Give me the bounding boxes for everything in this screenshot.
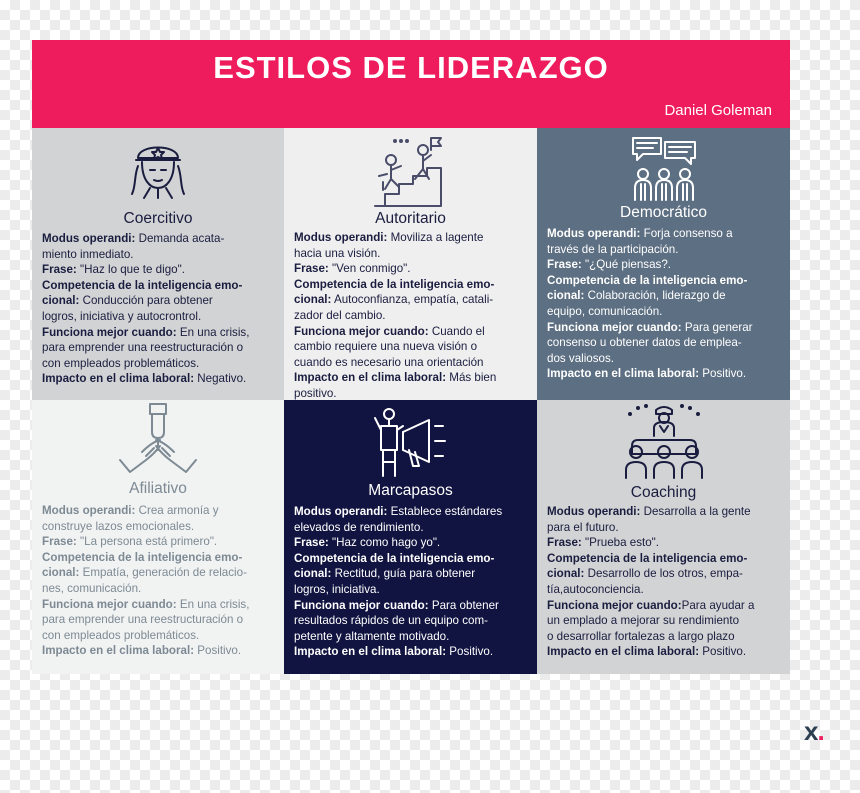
field-value: miento inmediato. xyxy=(42,247,134,261)
field-label: Funciona mejor cuando: xyxy=(547,320,682,334)
field-value: con empleados problemáticos. xyxy=(42,356,200,370)
field-label: Funciona mejor cuando: xyxy=(42,597,177,611)
style-name: Democrático xyxy=(620,204,707,221)
field-value: través de la participación. xyxy=(547,242,679,256)
field-label: cional: xyxy=(547,567,585,581)
description-line xyxy=(294,246,529,262)
field-value: Para generar xyxy=(681,320,753,334)
field-label: Frase: xyxy=(547,536,582,550)
logo-dot: . xyxy=(817,716,824,746)
field-value: Forja consenso a xyxy=(640,227,733,240)
description-line xyxy=(294,277,529,293)
description-line xyxy=(294,386,529,400)
description-line xyxy=(547,644,782,660)
field-value: para el futuro. xyxy=(547,520,619,534)
field-value: positivo. xyxy=(294,386,337,400)
description-line xyxy=(294,582,529,598)
field-label: Modus operandi: xyxy=(42,504,136,517)
description-line xyxy=(294,613,529,629)
leadership-styles-infographic xyxy=(32,40,790,674)
description-line xyxy=(547,629,782,645)
style-description xyxy=(294,230,529,400)
style-card-coaching xyxy=(537,400,790,674)
field-value: o desarrollar fortalezas a largo plazo xyxy=(547,629,735,643)
field-label: Frase: xyxy=(294,536,329,550)
field-label: Competencia de la inteligencia emo- xyxy=(294,551,495,565)
description-line xyxy=(547,582,782,598)
description-line xyxy=(42,325,276,341)
field-value: "La persona está primero". xyxy=(76,535,218,549)
field-value: cambio requiere una nueva visión o xyxy=(294,340,478,354)
field-label: Competencia de la inteligencia emo- xyxy=(42,278,243,292)
field-value: para emprender una reestructuración o xyxy=(42,613,244,627)
field-value: dos valiosos. xyxy=(547,351,615,365)
field-label: Competencia de la inteligencia emo- xyxy=(42,550,243,564)
field-label: Impacto en el clima laboral: xyxy=(42,644,195,658)
field-label: cional: xyxy=(294,567,332,581)
description-line xyxy=(294,644,529,660)
field-label: Competencia de la inteligencia emo- xyxy=(547,273,748,287)
field-value: zador del cambio. xyxy=(294,308,386,322)
field-label: Modus operandi: xyxy=(42,232,136,245)
field-label: cional: xyxy=(294,293,332,307)
field-value: Moviliza a lagente xyxy=(387,231,484,244)
logo-letter: x xyxy=(804,716,818,746)
field-value: cuando es necesario una orientación xyxy=(294,355,484,369)
description-line xyxy=(42,231,276,247)
field-value: construye lazos emocionales. xyxy=(42,519,195,533)
description-line xyxy=(42,519,276,535)
climbing-leader-icon xyxy=(371,136,451,208)
field-value: con empleados problemáticos. xyxy=(42,628,200,642)
style-description xyxy=(42,503,276,659)
field-value: En una crisis, xyxy=(176,325,250,339)
description-line xyxy=(294,598,529,614)
field-value: nes, comunicación. xyxy=(42,581,142,595)
field-value: Desarrolla a la gente xyxy=(640,505,751,518)
description-line xyxy=(42,534,276,550)
field-value: "¿Qué piensas?. xyxy=(581,258,671,272)
field-label: Frase: xyxy=(294,262,329,276)
description-line xyxy=(42,247,276,263)
style-description xyxy=(547,226,782,382)
field-value: Desarrollo de los otros, empa- xyxy=(584,567,743,581)
description-line xyxy=(42,612,276,628)
field-value: Autoconfianza, empatía, catali- xyxy=(331,293,494,307)
field-label: Funciona mejor cuando: xyxy=(547,598,682,612)
field-value: Establece estándares xyxy=(387,505,503,518)
style-name: Marcapasos xyxy=(368,482,453,499)
field-value: resultados rápidos de un equipo com- xyxy=(294,614,488,628)
joined-hands-icon xyxy=(116,402,200,476)
description-line xyxy=(42,643,276,659)
description-line xyxy=(547,320,782,336)
description-line xyxy=(294,535,529,551)
field-value: Negativo. xyxy=(194,372,247,386)
field-value: petente y altamente motivado. xyxy=(294,629,450,643)
description-line xyxy=(42,550,276,566)
group-discussion-icon xyxy=(629,134,699,204)
title-banner xyxy=(32,40,790,128)
description-line xyxy=(547,273,782,289)
description-line xyxy=(42,262,276,278)
style-description xyxy=(547,504,782,660)
field-value: Crea armonía y xyxy=(135,504,219,517)
field-label: Competencia de la inteligencia emo- xyxy=(547,551,748,565)
style-card-autoritario xyxy=(284,128,537,400)
field-label: Frase: xyxy=(42,263,77,277)
description-line xyxy=(294,370,529,386)
style-card-marcapasos xyxy=(284,400,537,674)
soldier-icon xyxy=(128,136,188,200)
field-value: logros, iniciativa y autocrontrol. xyxy=(42,309,202,323)
field-value: Colaboración, liderazgo de xyxy=(584,289,726,303)
brand-logo xyxy=(804,716,824,747)
description-line xyxy=(294,261,529,277)
field-value: Positivo. xyxy=(194,644,242,658)
field-value: Demanda acata- xyxy=(135,232,225,245)
field-label: Modus operandi: xyxy=(547,505,641,518)
description-line xyxy=(294,566,529,582)
field-value: Para obtener xyxy=(428,598,499,612)
field-value: elevados de rendimiento. xyxy=(294,520,424,534)
field-value: un emplado a mejorar su rendimiento xyxy=(547,614,740,628)
description-line xyxy=(547,566,782,582)
field-value: Rectitud, guía para obtener xyxy=(331,567,476,581)
description-line xyxy=(547,288,782,304)
description-line xyxy=(294,339,529,355)
field-value: "Prueba esto". xyxy=(581,536,660,550)
field-value: para emprender una reestructuración o xyxy=(42,341,244,355)
style-name: Autoritario xyxy=(375,210,446,227)
field-label: cional: xyxy=(42,294,80,308)
field-value: tía,autoconciencia. xyxy=(547,582,644,596)
description-line xyxy=(547,351,782,367)
description-line xyxy=(42,503,276,519)
description-line xyxy=(42,597,276,613)
description-line xyxy=(547,242,782,258)
field-label: Frase: xyxy=(42,535,77,549)
field-value: En una crisis, xyxy=(176,597,250,611)
field-label: Modus operandi: xyxy=(547,227,641,240)
field-value: Positivo. xyxy=(699,367,747,381)
field-label: cional: xyxy=(42,566,80,580)
megaphone-leader-icon xyxy=(371,406,451,480)
field-label: Modus operandi: xyxy=(294,505,388,518)
description-line xyxy=(294,230,529,246)
field-label: Impacto en el clima laboral: xyxy=(547,367,700,381)
field-value: equipo, comunicación. xyxy=(547,304,663,318)
description-line xyxy=(42,356,276,372)
coach-team-icon xyxy=(624,404,704,480)
description-line xyxy=(547,504,782,520)
style-card-democratico xyxy=(537,128,790,400)
description-line xyxy=(547,520,782,536)
style-name: Afiliativo xyxy=(129,480,187,497)
author-credit: Daniel Goleman xyxy=(664,102,772,119)
description-line xyxy=(547,335,782,351)
field-value: "Haz lo que te digo". xyxy=(76,263,185,277)
description-line xyxy=(42,340,276,356)
description-line xyxy=(42,278,276,294)
description-line xyxy=(42,293,276,309)
description-line xyxy=(547,613,782,629)
field-label: Impacto en el clima laboral: xyxy=(547,645,700,659)
field-value: hacia una visión. xyxy=(294,246,381,260)
style-name: Coercitivo xyxy=(123,210,193,227)
field-value: Positivo. xyxy=(446,645,494,659)
description-line xyxy=(42,309,276,325)
description-line xyxy=(547,598,782,614)
field-value: Para ayudar a xyxy=(681,598,755,612)
page-title: ESTILOS DE LIDERAZGO xyxy=(213,50,609,85)
style-name: Coaching xyxy=(630,484,697,501)
field-label: cional: xyxy=(547,289,585,303)
description-line xyxy=(547,551,782,567)
style-card-afiliativo xyxy=(32,400,284,674)
description-line xyxy=(547,366,782,382)
field-value: Cuando el xyxy=(428,324,485,338)
field-label: Impacto en el clima laboral: xyxy=(294,645,447,659)
description-line xyxy=(547,226,782,242)
style-card-coercitivo xyxy=(32,128,284,400)
field-value: logros, iniciativa. xyxy=(294,582,380,596)
style-description xyxy=(42,231,276,387)
description-line xyxy=(42,565,276,581)
field-label: Frase: xyxy=(547,258,582,272)
description-line xyxy=(547,304,782,320)
style-description xyxy=(294,504,529,660)
description-line xyxy=(294,629,529,645)
description-line xyxy=(294,292,529,308)
description-line xyxy=(42,371,276,387)
field-label: Funciona mejor cuando: xyxy=(42,325,177,339)
field-value: "Ven conmigo". xyxy=(328,262,411,276)
field-value: Más bien xyxy=(446,371,497,385)
description-line xyxy=(294,308,529,324)
field-label: Funciona mejor cuando: xyxy=(294,598,429,612)
field-value: Empatía, generación de relacio- xyxy=(79,566,247,580)
description-line xyxy=(294,551,529,567)
field-label: Impacto en el clima laboral: xyxy=(42,372,195,386)
description-line xyxy=(294,355,529,371)
field-value: Positivo. xyxy=(699,645,747,659)
field-value: Conducción para obtener xyxy=(79,294,213,308)
description-line xyxy=(547,257,782,273)
field-value: consenso u obtener datos de emplea- xyxy=(547,336,742,350)
description-line xyxy=(42,581,276,597)
description-line xyxy=(294,504,529,520)
description-line xyxy=(547,535,782,551)
field-label: Funciona mejor cuando: xyxy=(294,324,429,338)
field-label: Impacto en el clima laboral: xyxy=(294,371,447,385)
field-label: Modus operandi: xyxy=(294,231,388,244)
description-line xyxy=(294,324,529,340)
field-value: "Haz como hago yo". xyxy=(328,536,441,550)
description-line xyxy=(42,628,276,644)
description-line xyxy=(294,520,529,536)
field-label: Competencia de la inteligencia emo- xyxy=(294,277,495,291)
